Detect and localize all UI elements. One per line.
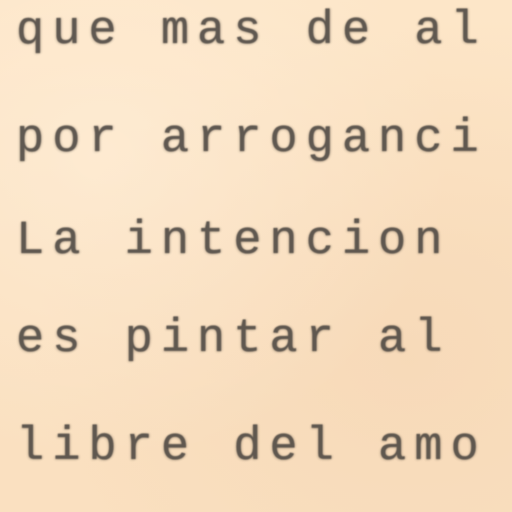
- text-line-2: por arroganci: [16, 113, 487, 166]
- text-line-4: es pintar al: [16, 313, 451, 366]
- text-line-5: libre del amo: [16, 421, 487, 474]
- text-line-1: que mas de al: [16, 5, 487, 58]
- text-line-3: La intencion: [16, 215, 451, 268]
